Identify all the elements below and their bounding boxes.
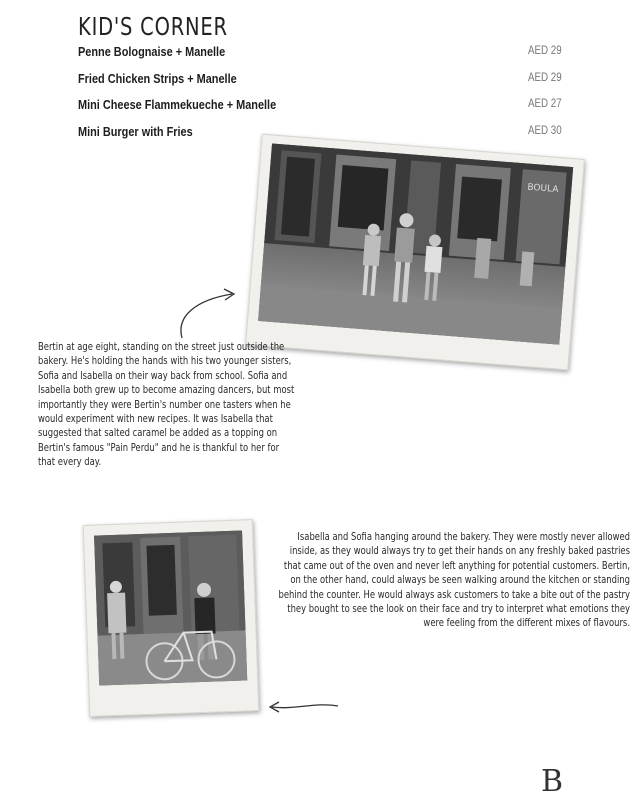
menu-item bbox=[78, 97, 562, 124]
story-bakery-kitchen: Isabella and Sofia hanging around the bakery. They were mostly never allowed inside, as they would always try to get their hands on any freshly baked pastries that came out of the oven and never left anything for potential customers. Bertin, on the other hand, could always be seen walking around the kitchen or standing behind the counter. He would always ask customers to take a bite out of the pastry they bought to see the look on their face and try to interpret what emotions they were feeling from the different mixes of flavours. bbox=[278, 530, 630, 630]
menu-item-name: Mini Burger with Fries bbox=[78, 123, 193, 139]
menu-item bbox=[78, 44, 562, 71]
menu-item-name: Mini Cheese Flammekueche + Manelle bbox=[78, 97, 277, 112]
brand-logo bbox=[541, 764, 563, 799]
section-title: KID'S CORNER bbox=[78, 12, 228, 41]
menu-item-price: AED 27 bbox=[528, 98, 562, 110]
menu-item-price: AED 30 bbox=[528, 124, 562, 137]
menu-item-price: AED 29 bbox=[528, 71, 562, 84]
vintage-photo-bakery-children bbox=[245, 134, 585, 371]
menu-item bbox=[78, 71, 562, 98]
photo-sign-text: BOULA bbox=[527, 182, 559, 196]
menu-item-price: AED 29 bbox=[528, 45, 562, 57]
photo-bicycle-image bbox=[84, 520, 259, 716]
story-bertin-sisters: Bertin at age eight, standing on the street just outside the bakery. He's holding the hands with his two younger sisters, Sofia and Isabella on their way back from school. Sofia and Isabella both grew up to become amazing dancers, but most importantly they were Bertin's number one tasters when he would experiment with new recipes. It was Isabella that suggested that salted caramel be added as a topping on Bertin's famous "Pain Perdu" and he is thankful to her for that every day. bbox=[38, 340, 295, 469]
arrow-to-photo-2-icon bbox=[266, 696, 340, 718]
menu-item-name: Fried Chicken Strips + Manelle bbox=[78, 70, 237, 86]
arrow-to-photo-1-icon bbox=[176, 286, 242, 344]
menu-list bbox=[78, 44, 562, 150]
menu-item-name: Penne Bolognaise + Manelle bbox=[78, 44, 226, 59]
photo-bakery-children-image bbox=[246, 135, 583, 370]
vintage-photo-bicycle bbox=[83, 519, 260, 717]
brand-logo-glyph: B bbox=[541, 764, 564, 799]
